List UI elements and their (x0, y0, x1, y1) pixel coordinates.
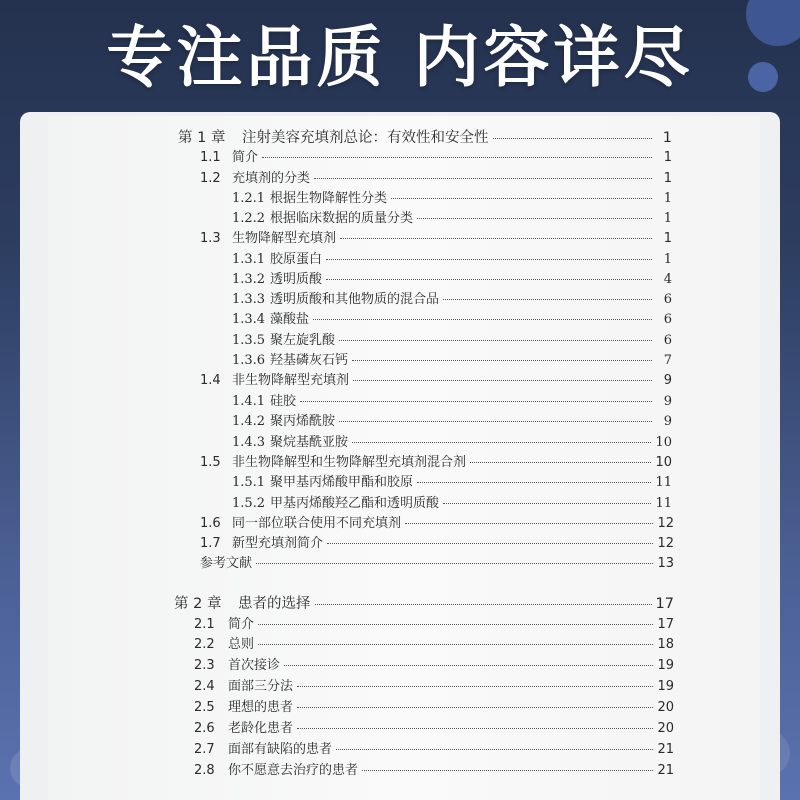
toc-leader-dots (405, 523, 653, 524)
toc-entry-row (194, 613, 674, 632)
toc-page-number: 6 (663, 312, 672, 327)
toc-entry-row (194, 696, 674, 715)
toc-entry-row (232, 248, 672, 267)
toc-entry-number: 2.6 (194, 721, 215, 736)
toc-entry-title: 简介 (228, 617, 255, 632)
toc-page (48, 116, 760, 800)
toc-entry-number: 1.5.2 (232, 496, 266, 511)
toc-entry-row (232, 288, 672, 307)
toc-page-number: 1 (662, 130, 672, 146)
toc-entry-title: 参考文献 (200, 556, 253, 571)
toc-leader-dots (300, 401, 652, 402)
toc-leader-dots (258, 624, 653, 625)
toc-leader-dots (314, 178, 652, 179)
toc-leader-dots (297, 707, 653, 708)
toc-entry-title: 老龄化患者 (228, 721, 294, 736)
toc-entry-number: 1.5.1 (232, 475, 266, 490)
toc-leader-dots (352, 442, 651, 443)
toc-entry-title: 根据临床数据的质量分类 (270, 211, 414, 226)
toc-entry-title: 患者的选择 (238, 596, 311, 612)
toc-leader-dots (297, 686, 653, 687)
toc-leader-dots (443, 299, 652, 300)
toc-leader-dots (352, 360, 652, 361)
toc-entry-number: 2.3 (194, 658, 215, 673)
toc-entry-row (232, 349, 672, 368)
toc-entry-row (232, 308, 672, 327)
toc-entry-number: 2.5 (194, 700, 215, 715)
toc-leader-dots (256, 563, 653, 564)
toc-entry-row (200, 552, 674, 571)
toc-page-number: 1 (663, 231, 672, 246)
toc-entry-title: 羟基磷灰石钙 (270, 353, 349, 368)
toc-page-number: 6 (663, 333, 672, 348)
toc-entry-number: 1.3.6 (232, 353, 266, 368)
toc-entry-row (194, 738, 674, 757)
toc-entry-number: 2.7 (194, 742, 215, 757)
toc-leader-dots (417, 482, 651, 483)
toc-leader-dots (262, 157, 652, 158)
toc-entry-number: 1.7 (200, 536, 221, 551)
toc-chapter-row (178, 126, 672, 147)
toc-entry-row (232, 492, 672, 511)
toc-entry-number: 1.2 (200, 171, 221, 186)
toc-entry-row (232, 268, 672, 287)
toc-page-number: 21 (657, 763, 674, 778)
toc-entry-number: 1.4.2 (232, 414, 266, 429)
toc-entry-row (194, 717, 674, 736)
toc-entry-number: 1.3 (200, 231, 221, 246)
toc-entry-number: 2.2 (194, 637, 215, 652)
toc-entry-number: 1.4 (200, 373, 221, 388)
toc-page-number: 1 (663, 191, 672, 206)
toc-leader-dots (313, 319, 652, 320)
toc-entry-number: 1.3.5 (232, 333, 266, 348)
toc-entry-title: 注射美容充填剂总论：有效性和安全性 (242, 130, 489, 146)
toc-entry-title: 理想的患者 (228, 700, 294, 715)
toc-entry-number: 2.8 (194, 763, 215, 778)
toc-page-number: 17 (655, 596, 674, 612)
toc-page-number: 11 (655, 475, 672, 490)
toc-leader-dots (297, 728, 653, 729)
toc-entry-row (200, 227, 672, 246)
toc-leader-dots (362, 770, 653, 771)
toc-page-number: 10 (655, 455, 672, 470)
toc-entry-number: 1.3.1 (232, 252, 266, 267)
toc-entry-title: 藻酸盐 (270, 312, 310, 327)
toc-leader-dots (284, 665, 653, 666)
toc-entry-title: 聚丙烯酰胺 (270, 414, 336, 429)
toc-leader-dots (336, 749, 653, 750)
toc-entry-row (232, 471, 672, 490)
toc-entry-number: 1.4.1 (232, 394, 266, 409)
toc-entry-title: 根据生物降解性分类 (270, 191, 388, 206)
toc-entry-title: 你不愿意去治疗的患者 (228, 763, 359, 778)
toc-page-number: 18 (657, 637, 674, 652)
toc-page-number: 1 (663, 211, 672, 226)
toc-entry-title: 简介 (232, 150, 259, 165)
toc-leader-dots (391, 198, 652, 199)
toc-entry-row (200, 167, 672, 186)
toc-entry-row (232, 410, 672, 429)
toc-entry-title: 首次接诊 (228, 658, 281, 673)
toc-leader-dots (353, 380, 652, 381)
toc-leader-dots (258, 644, 653, 645)
toc-entry-title: 面部有缺陷的患者 (228, 742, 333, 757)
toc-leader-dots (417, 218, 652, 219)
toc-page-number: 9 (663, 373, 672, 388)
toc-page-number: 9 (663, 414, 672, 429)
toc-entry-title: 生物降解型充填剂 (232, 231, 337, 246)
toc-page-number: 7 (663, 353, 672, 368)
toc-entry-row (200, 532, 674, 551)
toc-entry-number: 1.2.2 (232, 211, 266, 226)
toc-entry-number: 1.6 (200, 516, 221, 531)
toc-leader-dots (443, 503, 651, 504)
toc-entry-title: 充填剂的分类 (232, 171, 311, 186)
toc-leader-dots (326, 279, 652, 280)
toc-entry-title: 总则 (228, 637, 255, 652)
toc-page-number: 13 (657, 556, 674, 571)
toc-entry-number: 第 2 章 (174, 596, 222, 612)
toc-page-number: 20 (657, 700, 674, 715)
toc-page-number: 1 (663, 252, 672, 267)
toc-entry-number: 2.4 (194, 679, 215, 694)
toc-entry-title: 聚左旋乳酸 (270, 333, 336, 348)
toc-entry-number: 第 1 章 (178, 130, 226, 146)
toc-entry-number: 2.1 (194, 617, 215, 632)
toc-entry-title: 面部三分法 (228, 679, 294, 694)
toc-entry-title: 非生物降解型充填剂 (232, 373, 350, 388)
toc-leader-dots (470, 462, 651, 463)
toc-page-number: 9 (663, 394, 672, 409)
toc-entry-row (232, 329, 672, 348)
toc-leader-dots (315, 604, 652, 605)
toc-entry-row (232, 187, 672, 206)
toc-entry-row (232, 207, 672, 226)
toc-entry-title: 胶原蛋白 (270, 252, 323, 267)
toc-entry-number: 1.1 (200, 150, 221, 165)
toc-entry-title: 新型充填剂简介 (232, 536, 324, 551)
toc-leader-dots (327, 543, 653, 544)
toc-entry-title: 非生物降解型和生物降解型充填剂混合剂 (232, 455, 467, 470)
toc-leader-dots (339, 340, 652, 341)
toc-entry-row (194, 654, 674, 673)
toc-entry-number: 1.3.2 (232, 272, 266, 287)
toc-page-number: 19 (657, 658, 674, 673)
toc-entry-title: 透明质酸和其他物质的混合品 (270, 292, 440, 307)
toc-page-number: 21 (657, 742, 674, 757)
toc-page-number: 17 (657, 617, 674, 632)
toc-entry-row (200, 512, 674, 531)
toc-page-number: 20 (657, 721, 674, 736)
toc-entry-row (194, 633, 674, 652)
toc-entry-row (232, 390, 672, 409)
toc-entry-number: 1.5 (200, 455, 221, 470)
toc-chapter-row (174, 592, 674, 613)
toc-page-number: 4 (663, 272, 672, 287)
toc-page-number: 11 (655, 496, 672, 511)
toc-entry-row (200, 451, 672, 470)
toc-entry-row (194, 675, 674, 694)
toc-entry-number: 1.2.1 (232, 191, 266, 206)
toc-leader-dots (339, 421, 652, 422)
toc-leader-dots (326, 259, 652, 260)
toc-entry-row (200, 146, 672, 165)
toc-leader-dots (493, 138, 653, 139)
banner-title: 专注品质 内容详尽 (106, 19, 694, 96)
toc-entry-number: 1.4.3 (232, 435, 266, 450)
toc-entry-row (232, 431, 672, 450)
toc-entry-number: 1.3.4 (232, 312, 266, 327)
toc-leader-dots (340, 238, 652, 239)
toc-entry-title: 甲基丙烯酸羟乙酯和透明质酸 (270, 496, 440, 511)
toc-entry-title: 同一部位联合使用不同充填剂 (232, 516, 402, 531)
toc-entry-row (194, 759, 674, 778)
toc-page-number: 6 (663, 292, 672, 307)
toc-page-number: 1 (663, 171, 672, 186)
toc-page-number: 10 (655, 435, 672, 450)
toc-entry-number: 1.3.3 (232, 292, 266, 307)
toc-entry-title: 聚甲基丙烯酸甲酯和胶原 (270, 475, 414, 490)
photo-frame (20, 112, 780, 800)
toc-entry-row (200, 369, 672, 388)
toc-page-number: 19 (657, 679, 674, 694)
toc-entry-title: 硅胶 (270, 394, 297, 409)
toc-entry-title: 聚烷基酰亚胺 (270, 435, 349, 450)
toc-entry-title: 透明质酸 (270, 272, 323, 287)
toc-page-number: 1 (663, 150, 672, 165)
toc-page-number: 12 (657, 536, 674, 551)
toc-page-number: 12 (657, 516, 674, 531)
